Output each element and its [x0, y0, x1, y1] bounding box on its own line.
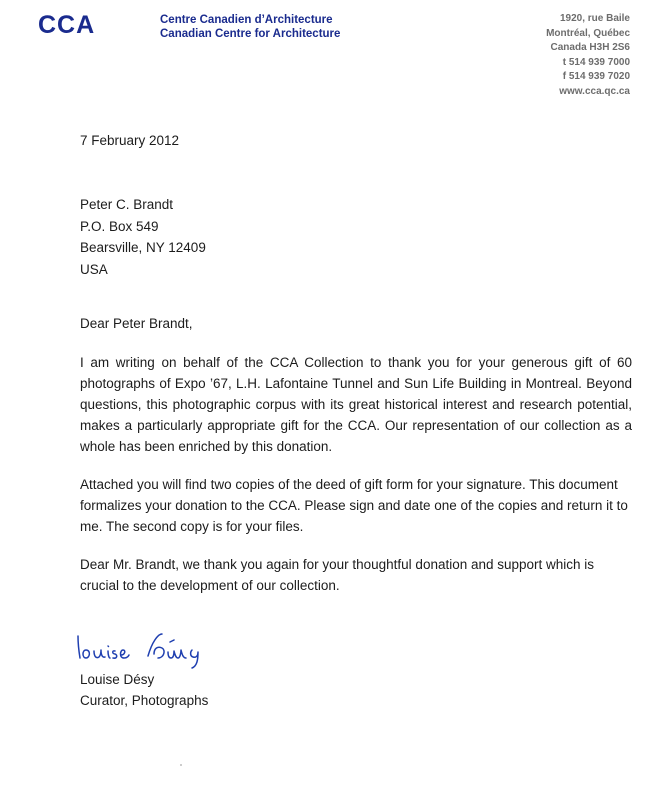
institution-name-french: Centre Canadien d’Architecture — [160, 14, 333, 26]
cca-logo: CCA — [38, 11, 96, 39]
address-country-postal: Canada H3H 2S6 — [550, 42, 630, 53]
handwritten-signature — [70, 620, 250, 670]
paper-speck — [180, 764, 182, 766]
address-city: Montréal, Québec — [546, 27, 630, 39]
recipient-name: Peter C. Brandt — [80, 197, 174, 212]
address-phone: t 514 939 7000 — [562, 56, 630, 68]
recipient-line1: P.O. Box 549 — [80, 218, 159, 234]
recipient-country: USA — [80, 261, 108, 277]
address-street: 1920, rue Baile — [559, 13, 630, 24]
recipient-line2: Bearsville, NY 12409 — [80, 240, 206, 255]
signer-block — [80, 669, 208, 711]
body-paragraph: Attached you will find two copies of the deed of gift form for your signature. This document formalizes your donation to the CCA. Please sign and date one of the copies and return it to me. The second copy is for your files. — [80, 477, 628, 534]
address-fax: f 514 939 7020 — [562, 71, 630, 82]
institution-name-english: Canadian Centre for Architecture — [160, 28, 341, 40]
signer-title: Curator, Photographs — [80, 693, 209, 708]
body-paragraph: I am writing on behalf of the CCA Collection to thank you for your generous gift of 60 photographs of Expo ’67, L.H. Lafontaine Tunnel and Sun Life Building in Montreal. Beyond questions, this photographic corpus with its great historical interest and research potential, makes a particularly appropriate gift for the CCA. Our representation of our collection as a whole has been enriched by this donation. — [80, 355, 632, 454]
body-paragraph: Dear Mr. Brandt, we thank you again for your thoughtful donation and support which is crucial to the development of our collection. — [80, 557, 595, 593]
salutation: Dear Peter Brandt, — [80, 316, 193, 331]
recipient-address — [80, 194, 206, 280]
letter-date: 7 February 2012 — [80, 133, 180, 148]
institution-names — [160, 13, 340, 41]
letterhead-address — [546, 12, 630, 99]
address-website: www.cca.qc.ca — [559, 85, 630, 97]
signer-name: Louise Désy — [80, 672, 155, 687]
